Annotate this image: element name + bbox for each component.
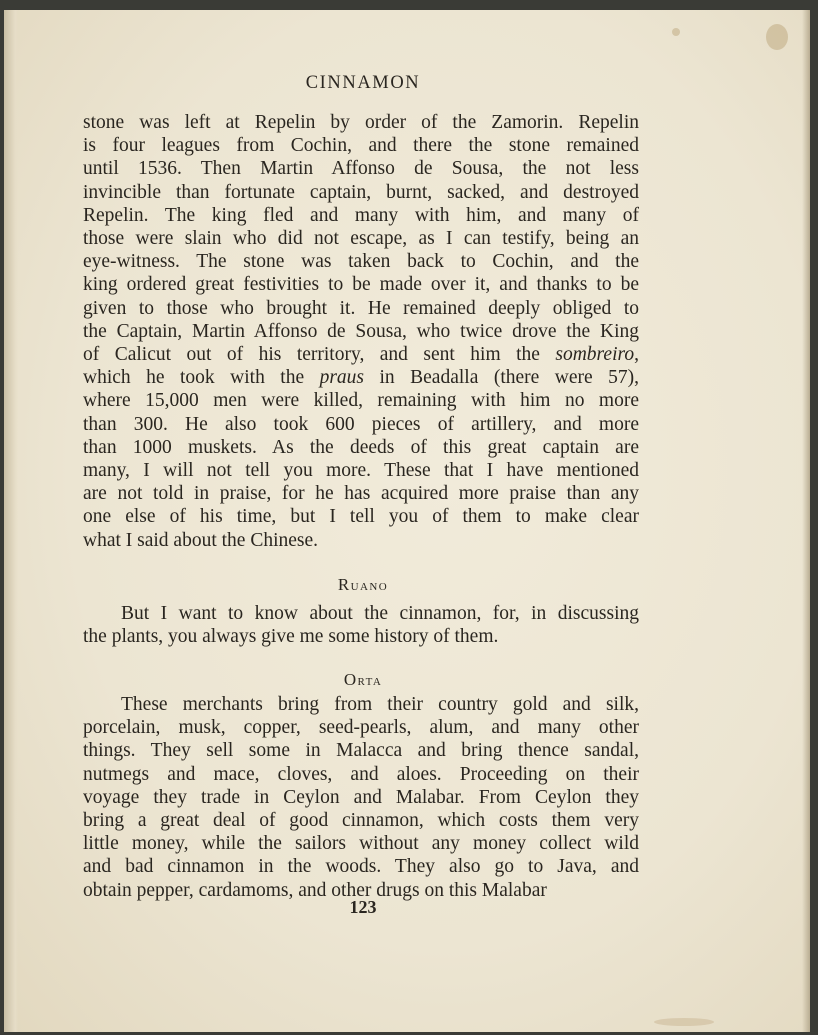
running-head: CINNAMON	[305, 73, 421, 93]
text-line: voyage they trade in Ceylon and Malabar. From Ceylon they	[83, 786, 639, 808]
text-line: which he took with the praus in Beadalla (there were 57),	[83, 367, 639, 389]
text-line: little money, while the sailors without any money collect wild	[83, 833, 639, 855]
text-line: invincible than fortunate captain, burnt, sacked, and destroyed	[83, 181, 639, 203]
text-line: the Captain, Martin Affonso de Sousa, who twice drove the King	[83, 320, 639, 342]
text-line: king ordered great festivities to be made over it, and thanks to be	[83, 274, 639, 296]
text-line: many, I will not tell you more. These that I have mentioned	[83, 460, 639, 482]
text-line: those were slain who did not escape, as I can testify, being an	[83, 228, 639, 250]
text-line: than 300. He also took 600 pieces of artillery, and more	[83, 413, 639, 435]
text-line: until 1536. Then Martin Affonso de Sousa, the not less	[83, 158, 639, 180]
text-line: bring a great deal of good cinnamon, which costs them very	[83, 810, 639, 832]
paragraph-block-1	[83, 111, 639, 552]
text-line: is four leagues from Cochin, and there the stone remained	[83, 135, 639, 157]
page-number: 123	[349, 897, 377, 917]
book-page	[4, 10, 810, 1032]
text-line: of Calicut out of his territory, and sent him the sombreiro,	[83, 344, 639, 366]
text-line: than 1000 muskets. As the deeds of this great captain are	[83, 436, 639, 458]
text-line: These merchants bring from their country gold and silk,	[121, 694, 639, 715]
text-line: Repelin. The king fled and many with him, and many of	[83, 204, 639, 226]
text-line: are not told in praise, for he has acquired more praise than any	[83, 483, 639, 505]
paragraph-block-2	[83, 602, 639, 648]
text-line: obtain pepper, cardamoms, and other drugs on this Malabar	[83, 879, 547, 901]
text-line: given to those who brought it. He remained deeply obliged to	[83, 297, 639, 319]
speaker-ruano: Ruano	[337, 575, 389, 594]
text-line: But I want to know about the cinnamon, for, in discussing	[121, 603, 639, 624]
speaker-orta: Orta	[343, 670, 383, 689]
text-line: nutmegs and mace, cloves, and aloes. Proceeding on their	[83, 763, 639, 785]
text-line: one else of his time, but I tell you of them to make clear	[83, 506, 639, 528]
text-line: the plants, you always give me some history of them.	[83, 626, 499, 648]
text-line: and bad cinnamon in the woods. They also go to Java, and	[83, 856, 639, 878]
text-line: stone was left at Repelin by order of the Zamorin. Repelin	[83, 112, 639, 133]
page-text	[4, 10, 810, 1032]
text-line: eye-witness. The stone was taken back to Cochin, and the	[83, 251, 639, 273]
text-line: porcelain, musk, copper, seed-pearls, alum, and many other	[83, 717, 639, 739]
text-line: things. They sell some in Malacca and bring thence sandal,	[83, 740, 639, 762]
text-line: where 15,000 men were killed, remaining with him no more	[83, 390, 639, 412]
paragraph-block-3	[83, 693, 639, 902]
text-line: what I said about the Chinese.	[83, 529, 319, 551]
